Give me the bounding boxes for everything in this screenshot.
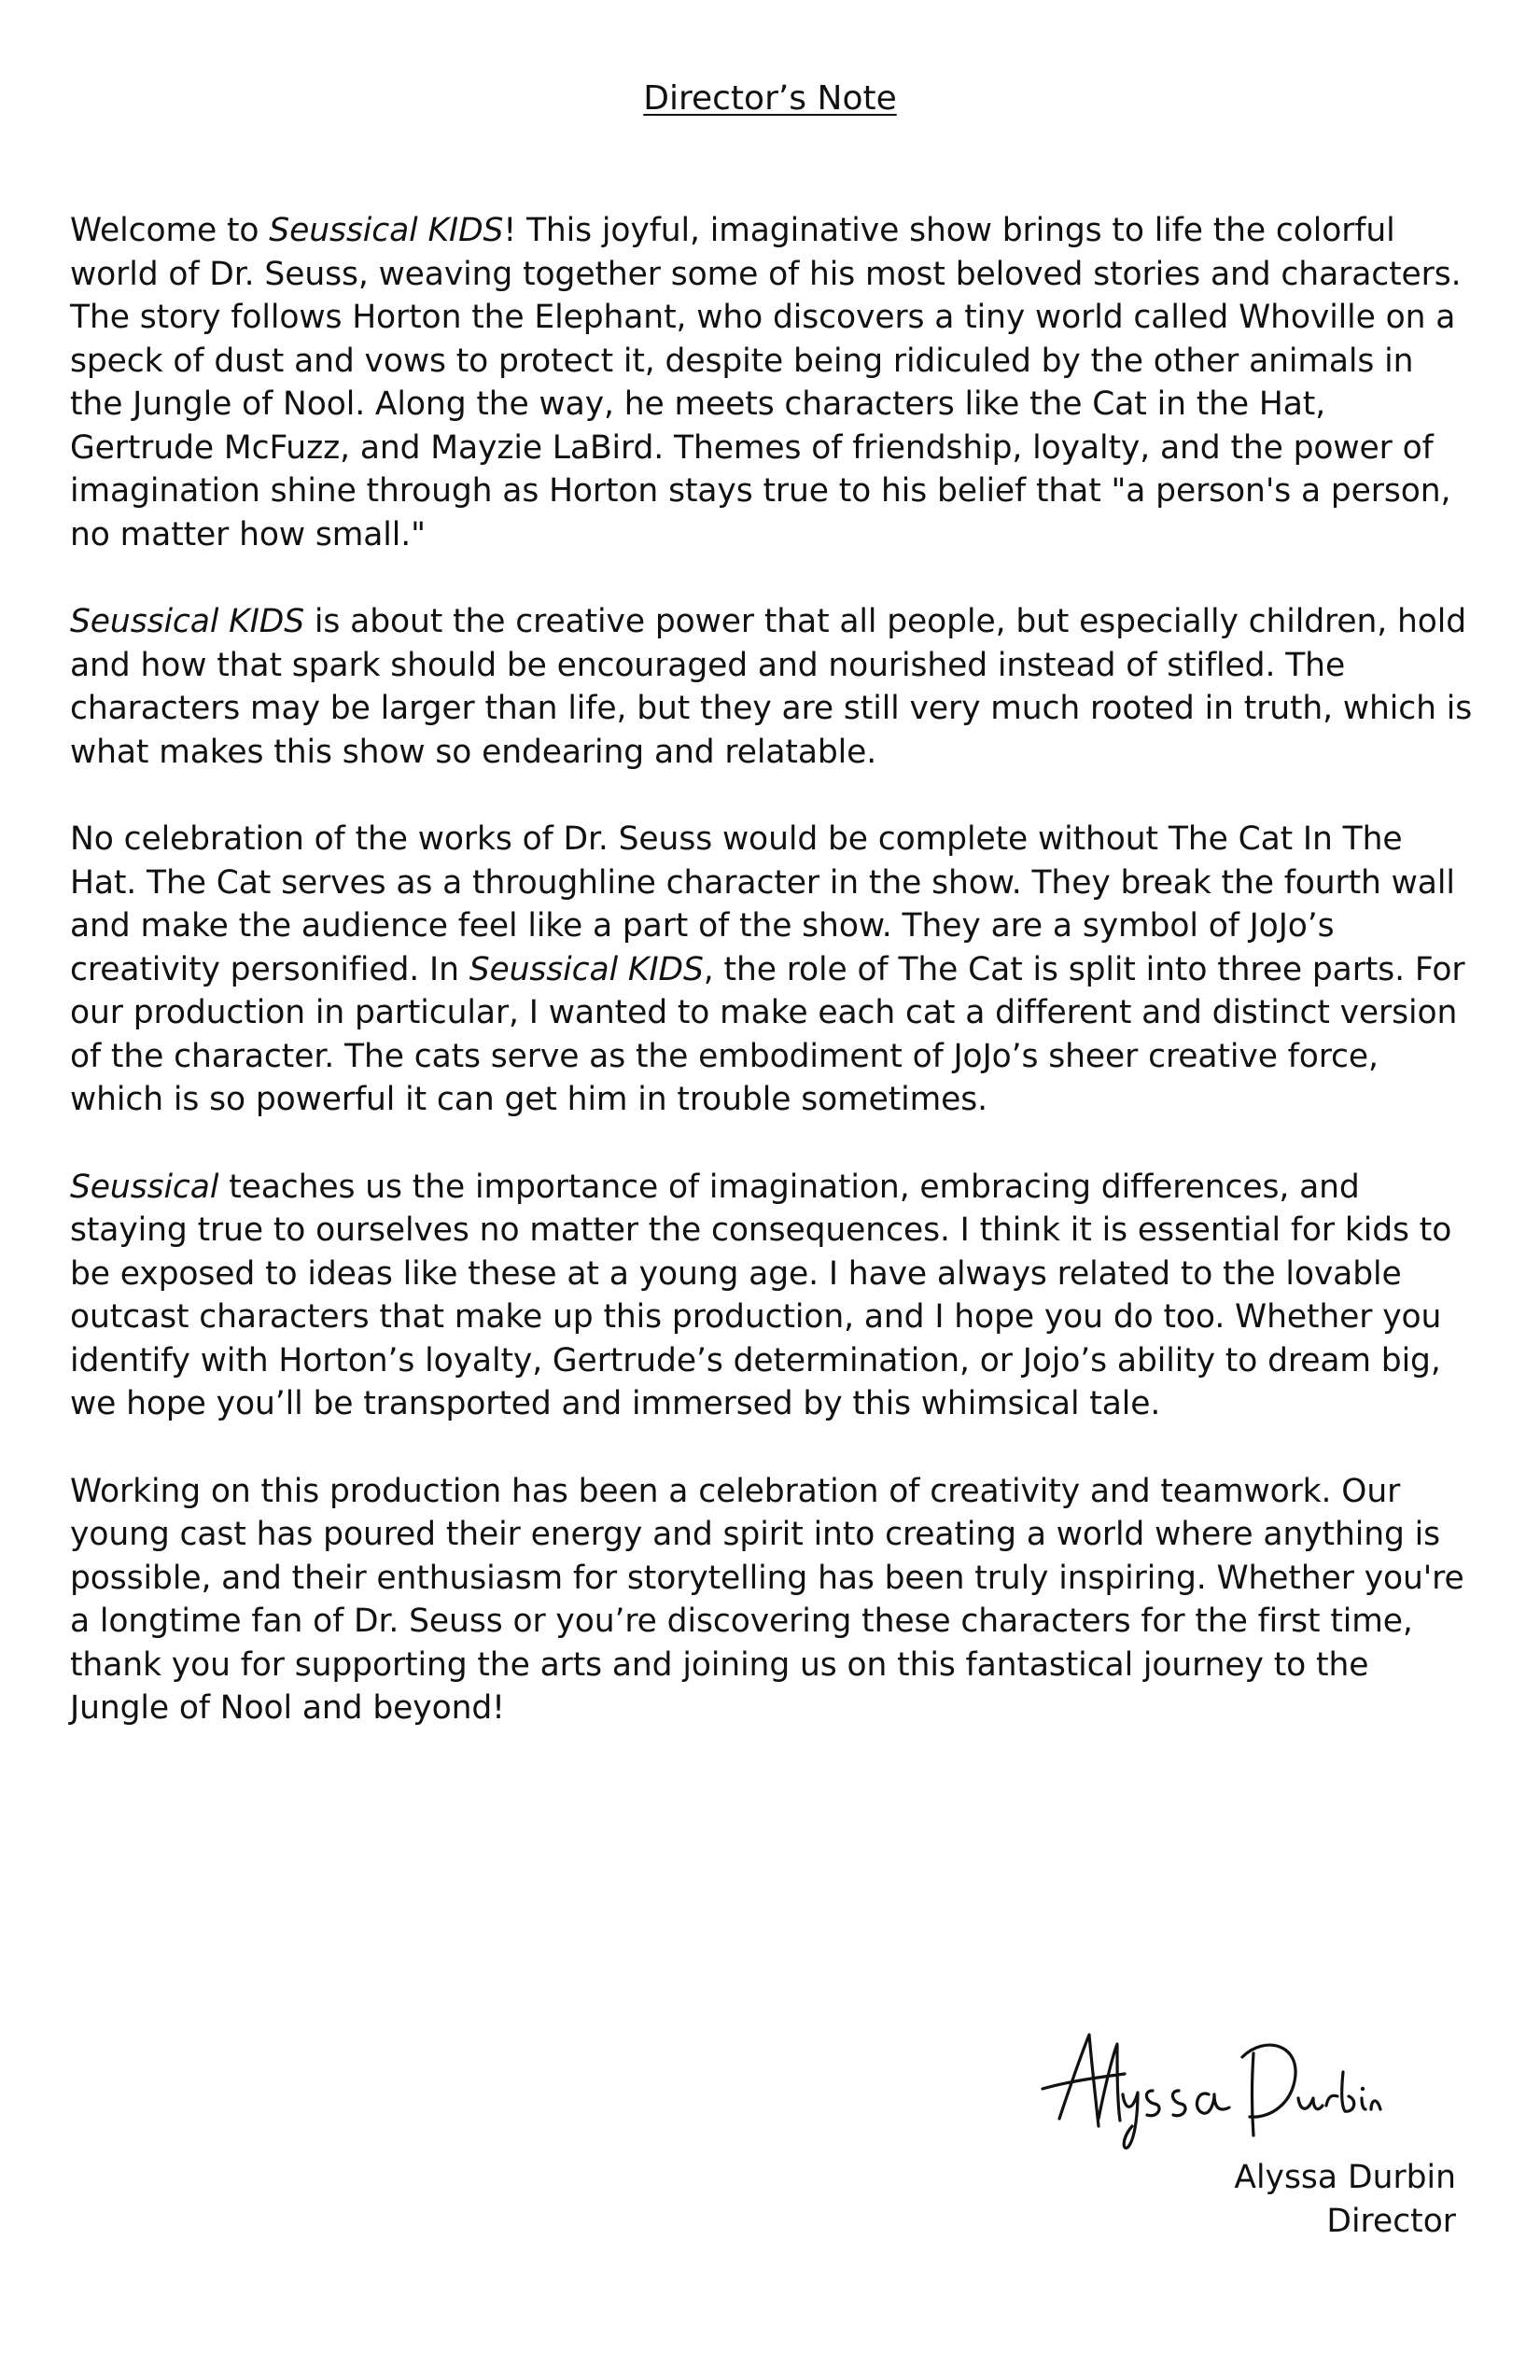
show-title-italic: Seussical KIDS xyxy=(469,950,704,988)
page-title: Director’s Note xyxy=(643,79,897,118)
director-name: Alyssa Durbin xyxy=(1234,2159,1456,2196)
paragraph-lessons xyxy=(70,1166,1475,1426)
show-title-italic: Seussical xyxy=(70,1168,219,1206)
paragraph-text: ! This joyful, imaginative show brings to life the colorful world of Dr. Seuss, weaving together some of his most beloved stories and characters. The story follows Horton the Elephant, who discovers a tiny world called Whoville on a speck of dust and vows to protect it, despite being ridiculed by the other animals in the Jungle of Nool. Along the way, he meets characters like the Cat in the Hat, Gertrude McFuzz, and Mayzie LaBird. Themes of friendship, loyalty, and the power of imagination shine through as Horton stays true to his belief that "a person's a person, no matter how small." xyxy=(70,212,1462,553)
signature-block xyxy=(1234,2156,1456,2244)
paragraph-text: Working on this production has been a celebration of creativity and teamwork. Our young cast has poured their energy and spirit into creating a world where anything is possible, and their enthusiasm for storytelling has been truly inspiring. Whether you're a longtime fan of Dr. Seuss or you’re discovering these characters for the first time, thank you for supporting the arts and joining us on this fantastical journey to the Jungle of Nool and beyond! xyxy=(70,1472,1464,1727)
paragraph-cat-in-the-hat xyxy=(70,818,1475,1122)
paragraph-creative-power xyxy=(70,600,1475,774)
paragraph-text: , the role of The Cat is split into three parts. For our production in particular, I wanted to make each cat a different and distinct version of the character. The cats serve as the embodiment of JoJo’s sheer creative force, which is so powerful it can get him in trouble sometimes. xyxy=(70,950,1465,1118)
paragraph-text: No celebration of the works of Dr. Seuss would be complete without The Cat In The Hat. The Cat serves as a throughline character in the show. They break the fourth wall and make the audience feel like a part of the show. They are a symbol of JoJo’s creativity personified. In xyxy=(70,820,1455,988)
handwritten-signature xyxy=(1031,2016,1386,2165)
paragraph-text: teaches us the importance of imagination, embracing differences, and staying true to ourselves no matter the consequences. I think it is essential for kids to be exposed to ideas like these at a young age. I have always related to the lovable outcast characters that make up this production, and I hope you do too. Whether you identify with Horton’s loyalty, Gertrude’s determination, or Jojo’s ability to dream big, we hope you’ll be transported and immersed by this whimsical tale. xyxy=(70,1168,1452,1422)
paragraph-text: is about the creative power that all people, but especially children, hold and how that spark should be encouraged and nourished instead of stifled. The characters may be larger than life, but they are still very much rooted in truth, which is what makes this show so endearing and relatable. xyxy=(70,603,1473,771)
paragraph-thanks xyxy=(70,1470,1475,1730)
show-title-italic: Seussical KIDS xyxy=(70,603,305,640)
note-body xyxy=(70,209,1475,1774)
paragraph-text: Welcome to xyxy=(70,212,270,249)
show-title-italic: Seussical KIDS xyxy=(269,212,504,249)
director-role: Director xyxy=(1326,2203,1456,2240)
paragraph-welcome xyxy=(70,209,1475,556)
